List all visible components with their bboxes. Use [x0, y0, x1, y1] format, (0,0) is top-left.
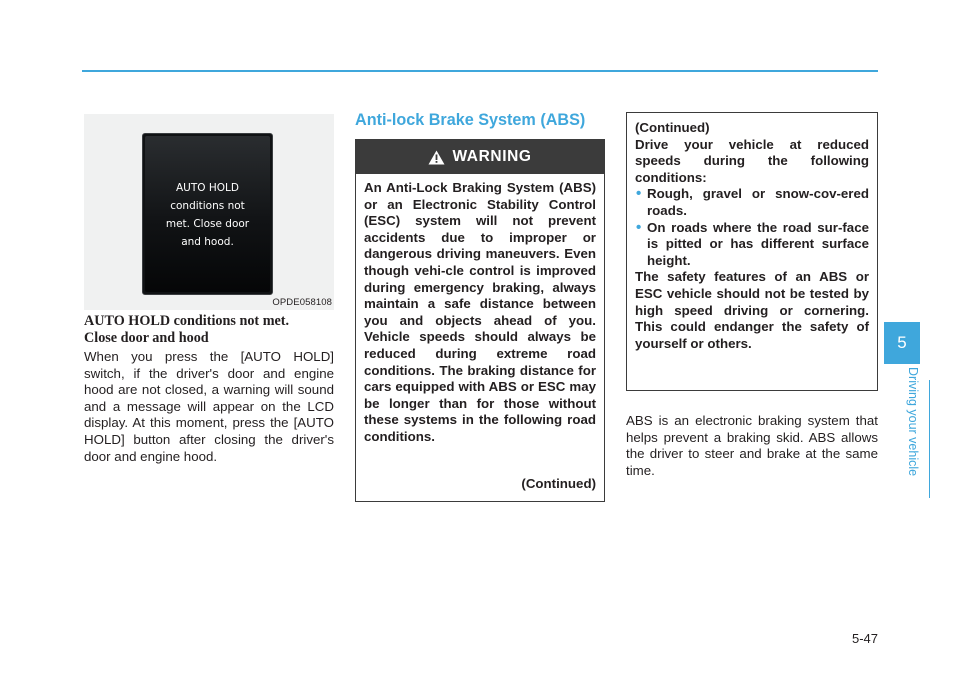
- heading-line-2: Close door and hood: [84, 329, 209, 346]
- lcd-message: [149, 179, 266, 251]
- warning-triangle-icon: [428, 150, 445, 165]
- page-number: 5-47: [851, 631, 878, 646]
- warning-label: WARNING: [452, 148, 532, 165]
- header-rule: [82, 70, 878, 72]
- lcd-line-3: met. Close door: [165, 218, 250, 230]
- continued-title: (Continued): [635, 120, 710, 135]
- figure-auto-hold-message: [84, 114, 334, 310]
- auto-hold-heading: [84, 313, 336, 346]
- chapter-rule: [929, 380, 930, 498]
- continued-outro: The safety features of an ABS or ESC vehicle should not be tested by high speed driving or cornering. This could endanger the safety of yourself or others.: [635, 269, 869, 351]
- list-item: [635, 186, 869, 219]
- list-item: [635, 220, 869, 270]
- warning-continued: (Continued): [521, 476, 596, 491]
- chapter-title: Driving your vehicle: [906, 367, 920, 477]
- warning-text: An Anti-Lock Braking System (ABS) or an Electronic Stability Control (ESC) system will not prevent accidents due to improper or dangerous driving maneuvers. Even though vehi-cle control is improved during emergency braking, always maintain a safe distance between you and objects ahead of you. Vehicle speeds should always be reduced during extreme road conditions. The braking distance for cars equipped with ABS or ESC may be longer than for those without these systems in the following road conditions.: [364, 180, 596, 444]
- list-item-text: Rough, gravel or snow-cov-ered roads.: [647, 186, 869, 218]
- auto-hold-paragraph: When you press the [AUTO HOLD] switch, if the driver's door and engine hood are not closed, a warning will sound and a message will appear on the LCD display. At this moment, press the [AUTO HOLD] button after closing the driver's door and engine hood.: [84, 349, 334, 464]
- figure-code: OPDE058108: [272, 297, 332, 308]
- lcd-display: [142, 133, 273, 295]
- lcd-line-2: conditions not: [170, 200, 245, 212]
- warning-header: [356, 140, 604, 174]
- lcd-screen: [145, 136, 270, 292]
- bullet-icon: •: [636, 218, 642, 236]
- lcd-line-4: and hood.: [181, 236, 234, 248]
- lcd-line-1: AUTO HOLD: [176, 182, 239, 194]
- continued-intro: Drive your vehicle at reduced speeds during the following conditions:: [635, 136, 869, 185]
- warning-box: [355, 139, 605, 502]
- section-title: Anti-lock Brake System (ABS): [355, 111, 586, 129]
- continued-warning-box: [626, 112, 878, 391]
- condition-list: [635, 186, 869, 269]
- list-item-text: On roads where the road sur-face is pitted or has different surface height.: [647, 219, 869, 268]
- chapter-tab: 5: [884, 322, 920, 364]
- bullet-icon: •: [636, 185, 642, 203]
- heading-line-1: AUTO HOLD conditions not met.: [84, 313, 290, 329]
- abs-description: ABS is an electronic braking system that helps prevent a braking skid. ABS allows the driver to steer and brake at the same time.: [626, 413, 878, 478]
